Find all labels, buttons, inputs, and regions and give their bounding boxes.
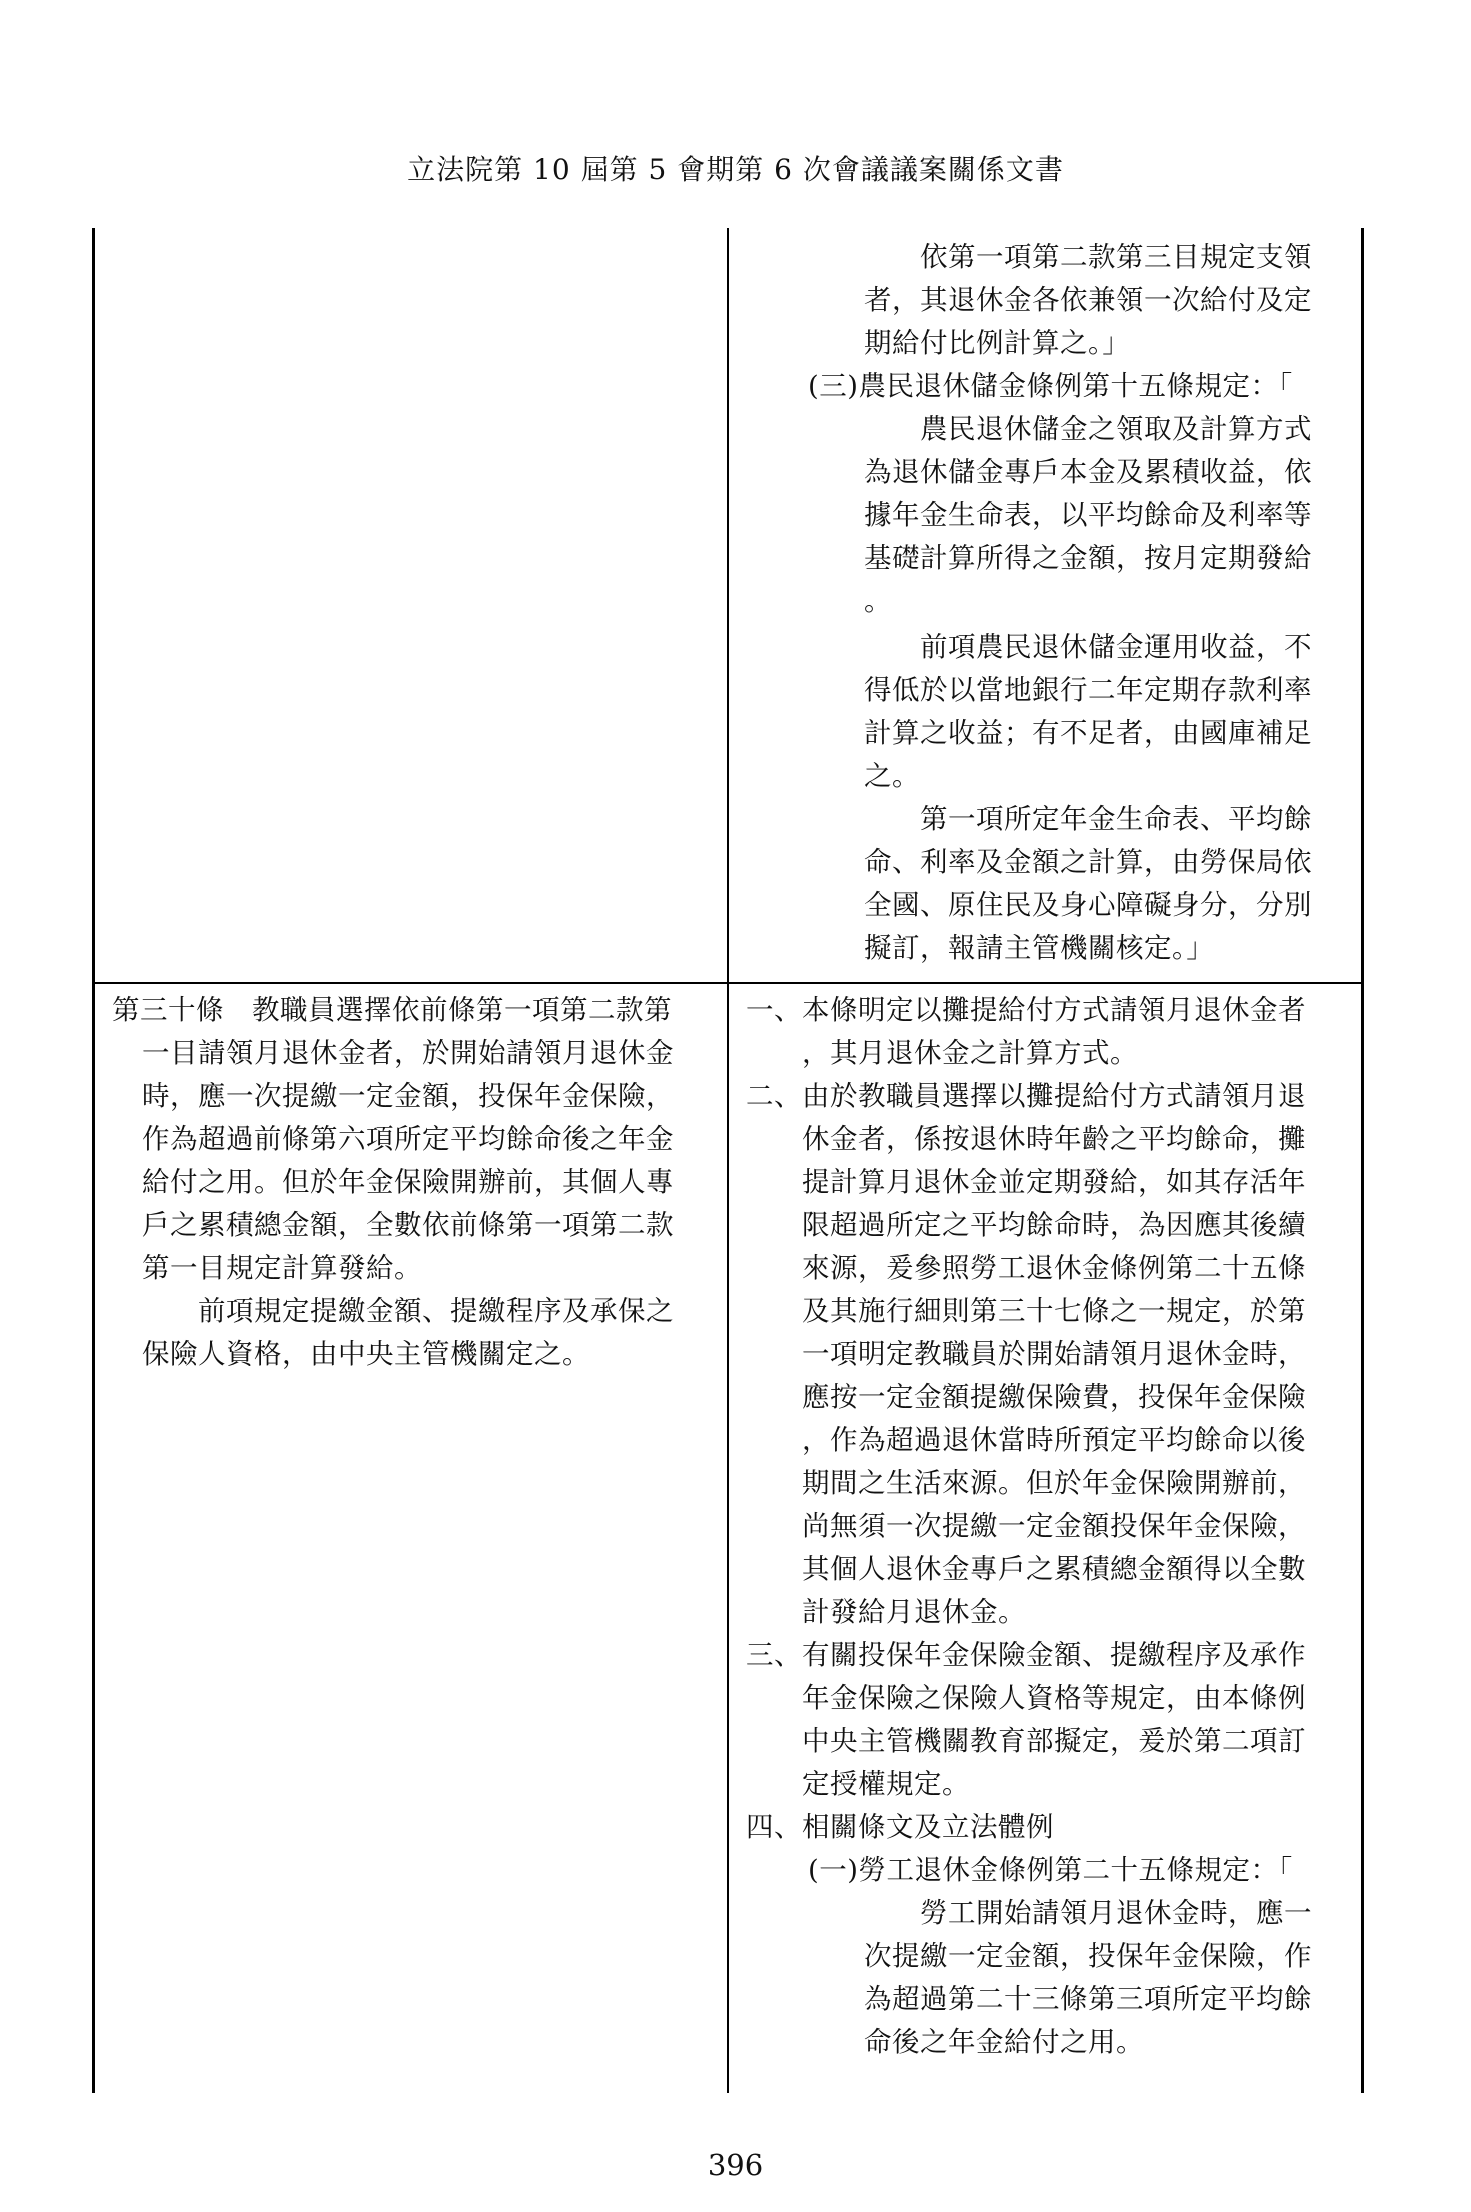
text-line: 一目請領月退休金者，於開始請領月退休金: [142, 1037, 674, 1069]
text-line: 提計算月退休金並定期發給，如其存活年: [802, 1166, 1306, 1198]
text-line: 。: [864, 585, 892, 617]
text-line: 全國、原住民及身心障礙身分，分別: [864, 889, 1312, 921]
table-left-border: [92, 228, 95, 2093]
text-line: 基礎計算所得之金額，按月定期發給: [864, 542, 1312, 574]
text-line: 前項農民退休儲金運用收益，不: [920, 631, 1312, 663]
text-line: 應按一定金額提繳保險費，投保年金保險: [802, 1381, 1306, 1413]
table-right-border: [1361, 228, 1364, 2093]
text-line: 來源，爰參照勞工退休金條例第二十五條: [802, 1252, 1306, 1284]
text-line: 據年金生命表，以平均餘命及利率等: [864, 499, 1312, 531]
text-line: 期間之生活來源。但於年金保險開辦前，: [802, 1467, 1306, 1499]
text-line: 時，應一次提繳一定金額，投保年金保險，: [142, 1080, 674, 1112]
text-line: 第一目規定計算發給。: [142, 1252, 422, 1284]
text-line: 前項規定提繳金額、提繳程序及承保之: [198, 1295, 674, 1327]
text-line: 四、相關條文及立法體例: [746, 1811, 1054, 1843]
text-line: 勞工開始請領月退休金時，應一: [920, 1897, 1312, 1929]
text-line: 及其施行細則第三十七條之一規定，於第: [802, 1295, 1306, 1327]
text-line: 次提繳一定金額，投保年金保險，作: [864, 1940, 1312, 1972]
page-number: 396: [707, 2148, 764, 2182]
text-line: 中央主管機關教育部擬定，爰於第二項訂: [802, 1725, 1306, 1757]
text-line: 其個人退休金專戶之累積總金額得以全數: [802, 1553, 1306, 1585]
text-line: 農民退休儲金之領取及計算方式: [920, 413, 1312, 445]
text-line: 一、本條明定以攤提給付方式請領月退休金者: [746, 994, 1306, 1026]
text-line: 計算之收益；有不足者，由國庫補足: [864, 717, 1312, 749]
text-line: 保險人資格，由中央主管機關定之。: [142, 1338, 590, 1370]
text-line: 得低於以當地銀行二年定期存款利率: [864, 674, 1312, 706]
text-line: 二、由於教職員選擇以攤提給付方式請領月退: [746, 1080, 1306, 1112]
text-line: 一項明定教職員於開始請領月退休金時，: [802, 1338, 1306, 1370]
text-line: 戶之累積總金額，全數依前條第一項第二款: [142, 1209, 674, 1241]
text-line: 給付之用。但於年金保險開辦前，其個人專: [142, 1166, 674, 1198]
text-line: 尚無須一次提繳一定金額投保年金保險，: [802, 1510, 1306, 1542]
document-header: 立法院第 10 屆第 5 會期第 6 次會議議案關係文書: [407, 153, 1064, 186]
row-divider: [92, 982, 1364, 984]
text-line: 期給付比例計算之。」: [864, 327, 1131, 359]
article-heading-line: 第三十條 教職員選擇依前條第一項第二款第: [112, 994, 672, 1026]
text-line: ，其月退休金之計算方式。: [802, 1037, 1138, 1069]
text-line: 年金保險之保險人資格等規定，由本條例: [802, 1682, 1306, 1714]
text-line: (一)勞工退休金條例第二十五條規定：「: [808, 1854, 1293, 1886]
text-line: 命後之年金給付之用。: [864, 2026, 1144, 2058]
text-line: 依第一項第二款第三目規定支領: [920, 241, 1312, 273]
text-line: 定授權規定。: [802, 1768, 970, 1800]
text-line: (三)農民退休儲金條例第十五條規定：「: [808, 370, 1293, 402]
text-line: 作為超過前條第六項所定平均餘命後之年金: [142, 1123, 674, 1155]
text-line: 休金者，係按退休時年齡之平均餘命，攤: [802, 1123, 1306, 1155]
text-line: 為超過第二十三條第三項所定平均餘: [864, 1983, 1312, 2015]
text-line: 者，其退休金各依兼領一次給付及定: [864, 284, 1312, 316]
text-line: 為退休儲金專戶本金及累積收益，依: [864, 456, 1312, 488]
text-line: ，作為超過退休當時所預定平均餘命以後: [802, 1424, 1306, 1456]
text-line: 三、有關投保年金保險金額、提繳程序及承作: [746, 1639, 1306, 1671]
text-line: 限超過所定之平均餘命時，為因應其後續: [802, 1209, 1306, 1241]
text-line: 之。: [864, 760, 920, 792]
text-line: 計發給月退休金。: [802, 1596, 1026, 1628]
table-middle-divider: [727, 228, 729, 2093]
text-line: 第一項所定年金生命表、平均餘: [920, 803, 1312, 835]
text-line: 擬訂，報請主管機關核定。」: [864, 932, 1215, 964]
text-line: 命、利率及金額之計算，由勞保局依: [864, 846, 1312, 878]
